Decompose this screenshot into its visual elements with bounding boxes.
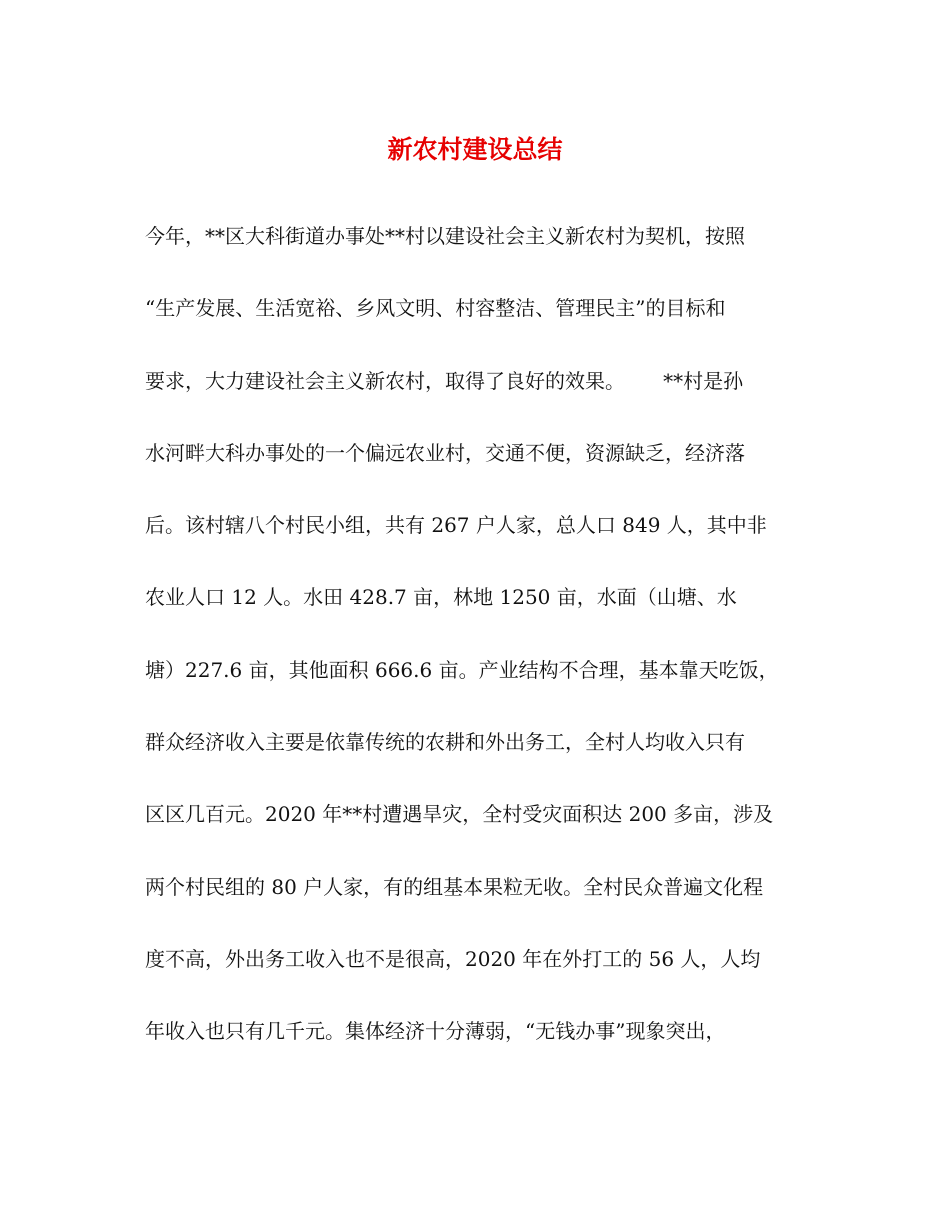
body-line: 年收入也只有几千元。集体经济十分薄弱，“无钱办事”现象突出， [145, 1019, 726, 1044]
body-line: “生产发展、生活宽裕、乡风文明、村容整洁、管理民主”的目标和 [145, 296, 726, 321]
document-body [145, 214, 825, 1082]
body-line: 区区几百元。2020 年**村遭遇旱灾，全村受灾面积达 200 多亩，涉及 [145, 802, 774, 827]
body-line: 今年，**区大科街道办事处**村以建设社会主义新农村为契机，按照 [145, 224, 745, 248]
body-line: 群众经济收入主要是依靠传统的农耕和外出务工，全村人均收入只有 [145, 730, 745, 755]
body-line: 度不高，外出务工收入也不是很高，2020 年在外打工的 56 人，人均 [145, 946, 761, 971]
body-line: 水河畔大科办事处的一个偏远农业村，交通不便，资源缺乏，经济落 [145, 440, 745, 465]
document-title: 新农村建设总结 [387, 135, 563, 164]
body-line: 农业人口 12 人。水田 428.7 亩，林地 1250 亩，水面（山塘、水 [145, 585, 737, 610]
body-line: 塘）227.6 亩，其他面积 666.6 亩。产业结构不合理，基本靠天吃饭， [145, 657, 779, 682]
body-line: 后。该村辖八个村民小组，共有 267 户人家，总人口 849 人，其中非 [145, 513, 767, 538]
body-line: 两个村民组的 80 户人家，有的组基本果粒无收。全村民众普遍文化程 [145, 874, 764, 899]
body-line: 要求，大力建设社会主义新农村，取得了良好的效果。 **村是孙 [145, 368, 744, 393]
